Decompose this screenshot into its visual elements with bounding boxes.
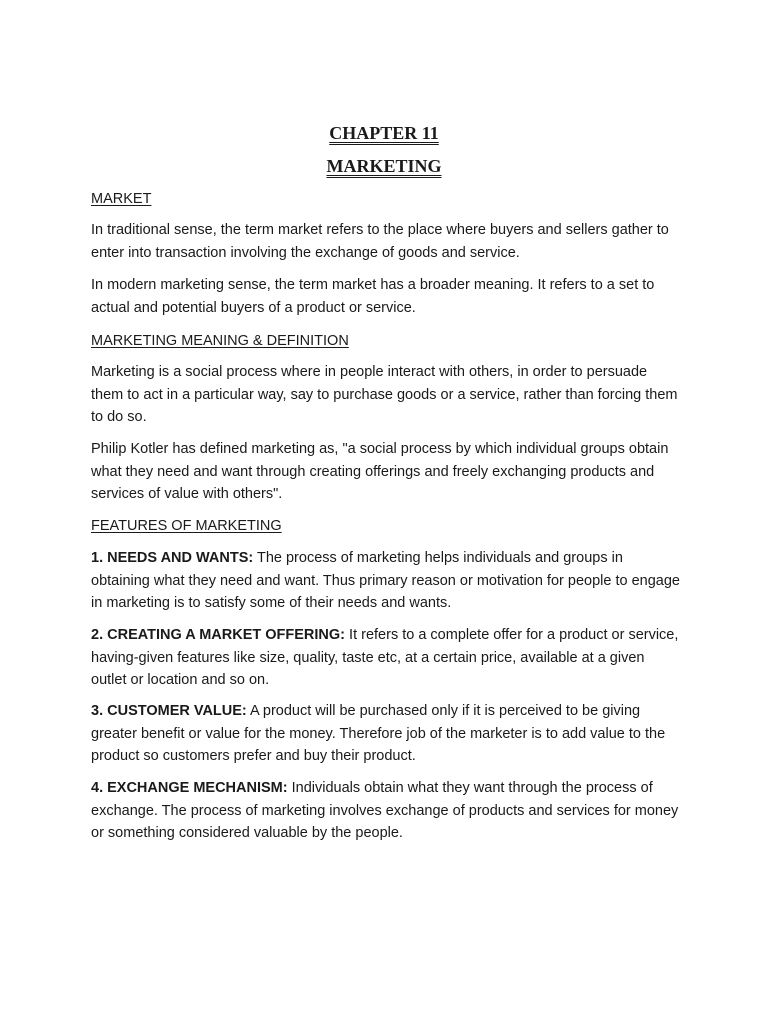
feature-label: 4. EXCHANGE MECHANISM: [91, 780, 288, 796]
feature-label: 1. NEEDS AND WANTS: [91, 550, 254, 566]
market-paragraph-1: In traditional sense, the term market refers to the place where buyers and sellers gather to enter into transaction involving the exchange of goods and service. [91, 222, 669, 261]
feature-item [91, 700, 681, 768]
chapter-number-text: CHAPTER 11 [329, 123, 439, 143]
feature-text: Individuals obtain what they want through the process of exchange. The process of marketing involves exchange of products and services for money or something considered valuable by the people. [91, 780, 679, 841]
chapter-title [0, 155, 768, 177]
feature-item [91, 547, 681, 615]
marketing-meaning-heading: MARKETING MEANING & DEFINITION [91, 333, 349, 349]
features-heading: FEATURES OF MARKETING [91, 518, 282, 534]
feature-text: A product will be purchased only if it is perceived to be giving greater benefit or value for the money. Therefore job of the marketer is to add value to the product so customers prefer and buy their product. [91, 703, 666, 764]
feature-label: 2. CREATING A MARKET OFFERING: [91, 627, 346, 643]
feature-item [91, 624, 681, 692]
market-paragraph-2: In modern marketing sense, the term market has a broader meaning. It refers to a set to actual and potential buyers of a product or service. [91, 277, 655, 316]
marketing-meaning-paragraph-1: Marketing is a social process where in people interact with others, in order to persuade them to act in a particular way, say to purchase goods or a service, rather than forcing them to do so. [91, 364, 678, 425]
chapter-title-text: MARKETING [326, 156, 442, 176]
feature-text: The process of marketing helps individuals and groups in obtaining what they need and want. Thus primary reason or motivation for people to engage in marketing is to satisfy some of their needs and wants. [91, 550, 680, 611]
kotler-definition-paragraph: Philip Kotler has defined marketing as, "a social process by which individual groups obtain what they need and want through creating offerings and freely exchanging products and services of value with others". [91, 441, 669, 502]
feature-text: It refers to a complete offer for a product or service, having-given features like size, quality, taste etc, at a certain price, available at a given outlet or location and so on. [91, 627, 679, 688]
feature-label: 3. CUSTOMER VALUE: [91, 703, 247, 719]
market-heading: MARKET [91, 191, 152, 207]
chapter-number [0, 122, 768, 144]
feature-item [91, 777, 681, 845]
